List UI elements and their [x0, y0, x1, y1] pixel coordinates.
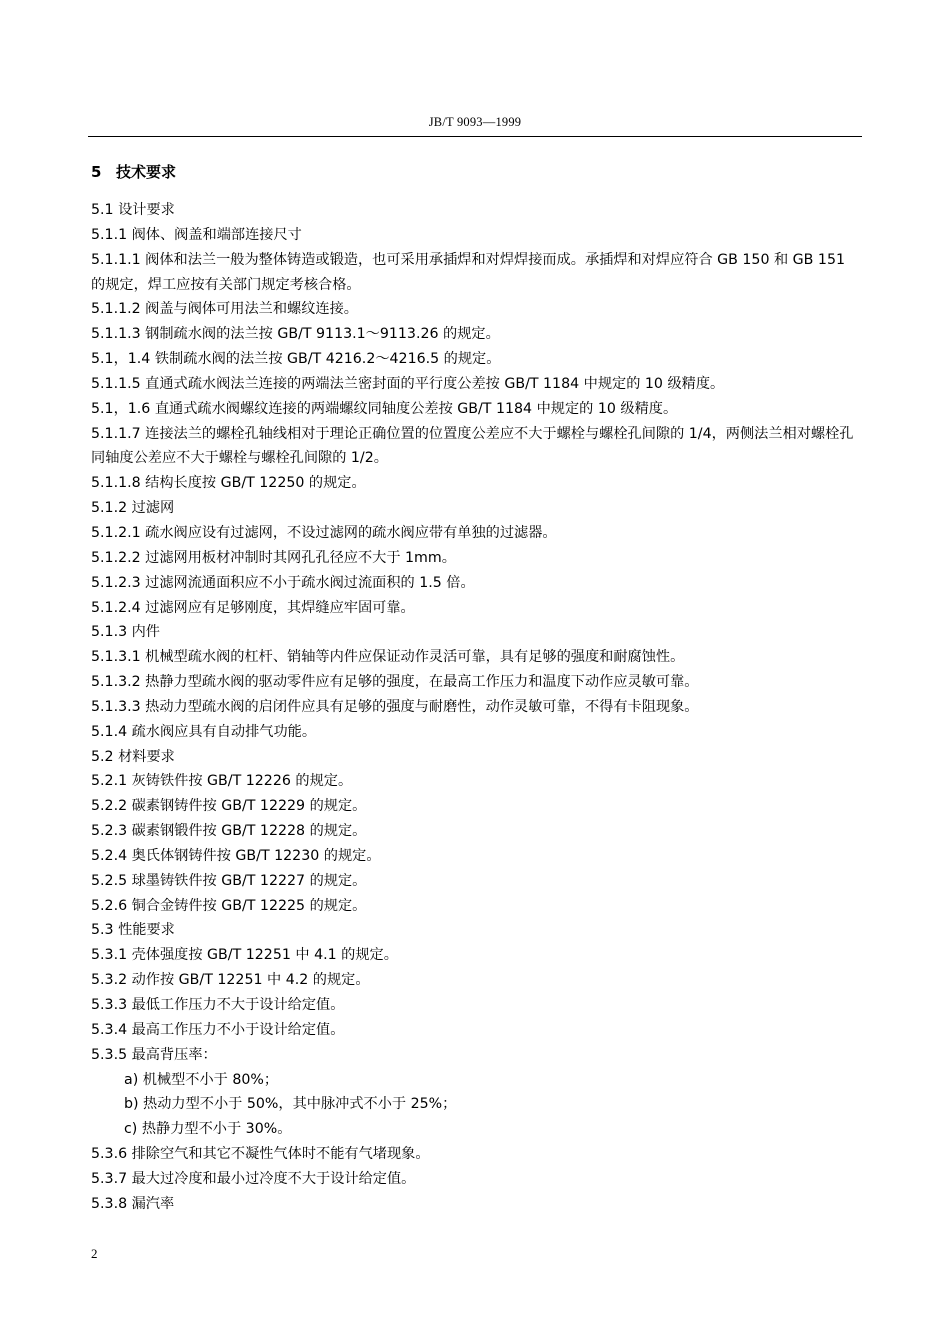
clause-line: 5.1.2.3 过滤网流通面积应不小于疏水阀过流面积的 1.5 倍。: [91, 574, 475, 591]
list-item: b) 热动力型不小于 50%，其中脉冲式不小于 25%；: [124, 1096, 457, 1113]
clause-line: 5.1.1.5 直通式疏水阀法兰连接的两端法兰密封面的平行度公差按 GB/T 1184 中规定的 10 级精度。: [91, 375, 725, 392]
clause-line: 5.1.2.2 过滤网用板材冲制时其网孔孔径应不大于 1mm。: [91, 549, 456, 566]
section-number: 5: [91, 163, 102, 181]
document-body: [91, 160, 861, 1217]
clause-line: 5.1.3 内件: [91, 624, 160, 641]
clause-line: 5.1.1.2 阀盖与阀体可用法兰和螺纹连接。: [91, 301, 358, 318]
clause-line: 5.2.2 碳素钢铸件按 GB/T 12229 的规定。: [91, 798, 367, 815]
clause-line: 5.1.1.8 结构长度按 GB/T 12250 的规定。: [91, 475, 366, 492]
clause-line: 5.1.4 疏水阀应具有自动排气功能。: [91, 723, 317, 740]
page-header: JB/T 9093—1999: [428, 115, 522, 129]
clause-line: 5.1，1.6 直通式疏水阀螺纹连接的两端螺纹同轴度公差按 GB/T 1184 中规定的 10 级精度。: [91, 400, 678, 417]
clause-line: 5.3.2 动作按 GB/T 12251 中 4.2 的规定。: [91, 972, 370, 989]
clause-line: 5.1，1.4 铁制疏水阀的法兰按 GB/T 4216.2～4216.5 的规定。: [91, 351, 501, 368]
page-number: 2: [91, 1246, 98, 1261]
clause-line: 5.3.1 壳体强度按 GB/T 12251 中 4.1 的规定。: [91, 947, 398, 964]
list-item: c) 热静力型不小于 30%。: [124, 1121, 292, 1138]
section-heading: [91, 160, 861, 184]
clause-line: 5.3.7 最大过冷度和最小过冷度不大于设计给定值。: [91, 1170, 416, 1187]
clause-line: 5.2 材料要求: [91, 748, 175, 765]
clause-line: 5.1 设计要求: [91, 202, 175, 218]
header-rule: [88, 136, 862, 137]
clause-line: 5.2.1 灰铸铁件按 GB/T 12226 的规定。: [91, 773, 353, 790]
clause-line: 5.2.4 奥氏体钢铸件按 GB/T 12230 的规定。: [91, 847, 381, 864]
clause-line: 5.1.2.4 过滤网应有足够刚度，其焊缝应牢固可靠。: [91, 599, 415, 616]
clause-line: 5.2.6 铜合金铸件按 GB/T 12225 的规定。: [91, 897, 367, 914]
clause-line: 5.1.1 阀体、阀盖和端部连接尺寸: [91, 226, 302, 243]
list-item: a) 机械型不小于 80%；: [124, 1071, 279, 1088]
clause-line: 5.1.1.1 阀体和法兰一般为整体铸造或锻造，也可采用承插焊和对焊焊接而成。承插焊和对焊应符合 GB 150 和 GB 151 的规定，焊工应按有关部门规定考核合格。: [91, 251, 845, 293]
clause-line: 5.3.3 最低工作压力不大于设计给定值。: [91, 997, 345, 1013]
clause-line: 5.1.2.1 疏水阀应设有过滤网，不设过滤网的疏水阀应带有单独的过滤器。: [91, 524, 557, 541]
clause-line: 5.1.2 过滤网: [91, 500, 175, 517]
clause-line: 5.3 性能要求: [91, 922, 175, 939]
clause-line: 5.1.3.2 热静力型疏水阀的驱动零件应有足够的强度，在最高工作压力和温度下动作应灵敏可靠。: [91, 674, 699, 691]
clause-line: 5.1.1.7 连接法兰的螺栓孔轴线相对于理论正确位置的位置度公差应不大于螺栓与螺栓孔间隙的 1/4，两侧法兰相对螺栓孔同轴度公差应不大于螺栓与螺栓孔间隙的 1/2。: [91, 425, 854, 467]
clause-line: 5.2.5 球墨铸铁件按 GB/T 12227 的规定。: [91, 872, 367, 889]
clause-line: 5.1.1.3 钢制疏水阀的法兰按 GB/T 9113.1～9113.26 的规定。: [91, 326, 500, 343]
clause-line: 5.3.8 漏汽率: [91, 1195, 175, 1212]
clause-line: 5.3.6 排除空气和其它不凝性气体时不能有气堵现象。: [91, 1146, 430, 1163]
clause-line: 5.1.3.1 机械型疏水阀的杠杆、销轴等内件应保证动作灵活可靠，具有足够的强度和耐腐蚀性。: [91, 649, 685, 666]
clause-line: 5.3.5 最高背压率：: [91, 1046, 217, 1063]
clause-line: 5.3.4 最高工作压力不小于设计给定值。: [91, 1021, 345, 1038]
clause-line: 5.1.3.3 热动力型疏水阀的启闭件应具有足够的强度与耐磨性，动作灵敏可靠，不得有卡阻现象。: [91, 698, 699, 715]
section-title: 技术要求: [116, 163, 177, 181]
clause-line: 5.2.3 碳素钢锻件按 GB/T 12228 的规定。: [91, 823, 367, 840]
clause-list: [91, 198, 861, 1217]
